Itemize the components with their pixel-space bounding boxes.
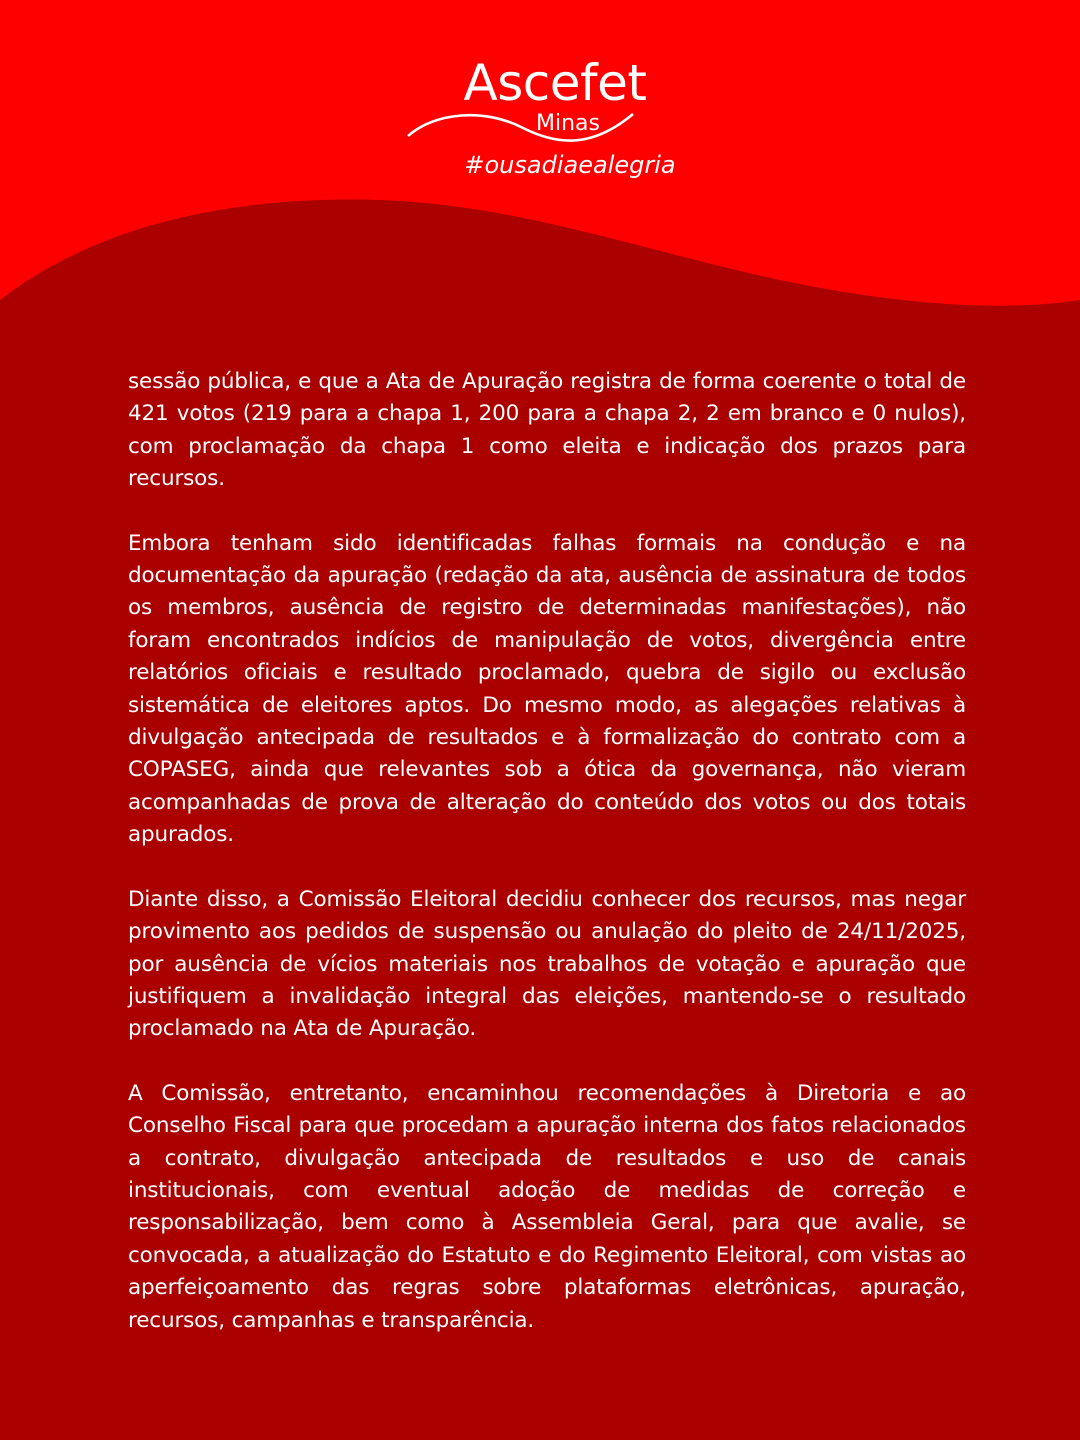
paragraph: Embora tenham sido identificadas falhas formais na condução e na documentação da apuração (redação da ata, ausência de assinatura de todos os membros, ausência de registro de determinadas manifestações), não foram encontrados indícios de manipulação de votos, divergência entre relatórios oficiais e resultado proclamado, quebra de sigilo ou exclusão sistemática de eleitores aptos. Do mesmo modo, as alegações relativas à divulgação antecipada de resultados e à formalização do contrato com a COPASEG, ainda que relevantes sob a ótica da governança, não vieram acompanhadas de prova de alteração do conteúdo dos votos ou dos totais apurados. (128, 530, 966, 848)
logo-title: Ascefet (463, 54, 647, 112)
document-body (128, 366, 966, 1369)
logo (0, 54, 1080, 179)
paragraph: sessão pública, e que a Ata de Apuração registra de forma coerente o total de 421 votos (219 para a chapa 1, 200 para a chapa 2, 2 em branco e 0 nulos), com proclamação da chapa 1 como eleita e indicação dos prazos para recursos. (128, 369, 966, 492)
paragraph: A Comissão, entretanto, encaminhou recomendações à Diretoria e ao Conselho Fiscal para que procedam a apuração interna dos fatos relacionados a contrato, divulgação antecipada de resultados e uso de canais institucionais, com eventual adoção de medidas de correção e responsabilização, bem como à Assembleia Geral, para que avalie, se convocada, a atualização do Estatuto e do Regimento Eleitoral, com vistas ao aperfeiçoamento das regras sobre plataformas eletrônicas, apuração, recursos, campanhas e transparência. (128, 1080, 966, 1333)
logo-hashtag: #ousadiaealegria (464, 151, 676, 179)
paragraph: Diante disso, a Comissão Eleitoral decidiu conhecer dos recursos, mas negar provimento aos pedidos de suspensão ou anulação do pleito de 24/11/2025, por ausência de vícios materiais nos trabalhos de votação e apuração que justifiquem a invalidação integral das eleições, mantendo-se o resultado proclamado na Ata de Apuração. (128, 886, 966, 1042)
logo-subtitle: Minas (536, 111, 600, 136)
